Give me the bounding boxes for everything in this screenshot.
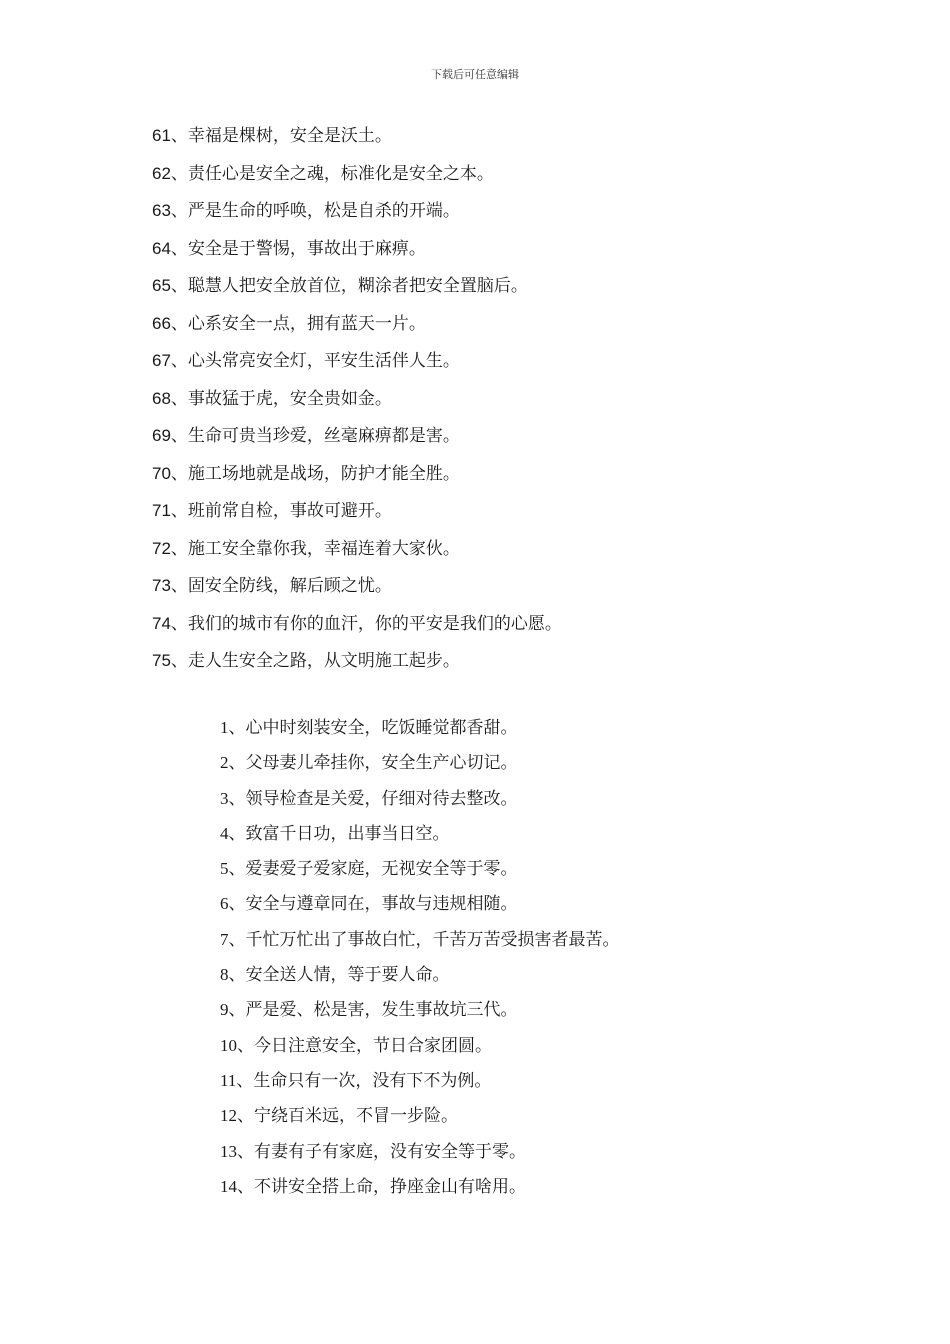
list-item: [152, 460, 562, 498]
item-number: 3: [220, 788, 229, 808]
item-text: 、爱妻爱子爱家庭，无视安全等于零。: [228, 859, 518, 880]
item-text: 、施工场地就是战场，防护才能全胜。: [170, 463, 460, 484]
item-number: 64: [152, 238, 171, 258]
item-number: 69: [152, 426, 171, 445]
item-number: 74: [152, 613, 171, 633]
list-item: [220, 749, 620, 784]
item-number: 9: [220, 1000, 229, 1020]
item-text: 、班前常自检，事故可避开。: [170, 501, 392, 521]
list-item: [220, 926, 620, 961]
item-text: 、严是生命的呼唤，松是自杀的开端。: [170, 201, 460, 221]
list-item: [152, 310, 562, 348]
slogan-list-1: [152, 122, 562, 685]
list-item: [152, 122, 562, 160]
item-number: 67: [152, 351, 171, 370]
item-text: 、施工安全靠你我，幸福连着大家伙。: [170, 538, 460, 559]
item-number: 13: [220, 1141, 237, 1161]
list-item: [152, 197, 562, 235]
item-number: 8: [220, 965, 229, 985]
list-item: [152, 535, 562, 573]
item-text: 、固安全防线，解后顾之忧。: [170, 576, 392, 596]
item-number: 7: [220, 929, 229, 949]
list-item: [220, 1032, 620, 1067]
item-number: 6: [220, 894, 229, 914]
item-number: 75: [152, 651, 171, 670]
item-number: 63: [152, 201, 171, 220]
item-number: 61: [152, 126, 171, 145]
item-text: 、安全是于警惕，事故出于麻痹。: [170, 238, 426, 259]
list-item: [152, 610, 562, 648]
list-item: [220, 855, 620, 890]
item-number: 4: [220, 823, 229, 843]
item-number: 66: [152, 313, 171, 333]
item-text: 、心系安全一点，拥有蓝天一片。: [170, 313, 426, 334]
item-text: 、聪慧人把安全放首位，糊涂者把安全置脑后。: [170, 276, 528, 296]
list-item: [220, 1173, 620, 1208]
list-item: [220, 1067, 620, 1102]
list-item: [220, 996, 620, 1031]
item-text: 、致富千日功，出事当日空。: [228, 823, 450, 844]
item-text: 、严是爱、松是害，发生事故坑三代。: [228, 1000, 518, 1021]
item-text: 、今日注意安全，节日合家团圆。: [237, 1035, 492, 1056]
item-text: 、责任心是安全之魂，标准化是安全之本。: [170, 163, 494, 184]
item-number: 1: [220, 718, 229, 737]
list-item: [220, 785, 620, 820]
list-item: [220, 961, 620, 996]
item-number: 14: [220, 1176, 237, 1196]
item-number: 2: [220, 753, 229, 773]
item-text: 、有妻有子有家庭，没有安全等于零。: [237, 1141, 526, 1162]
list-item: [220, 1102, 620, 1137]
item-number: 70: [152, 463, 171, 483]
item-number: 12: [220, 1106, 237, 1126]
page-header: 下载后可任意编辑: [431, 68, 519, 81]
item-number: 68: [152, 388, 171, 408]
list-item: [152, 572, 562, 610]
list-item: [152, 272, 562, 310]
list-item: [220, 890, 620, 925]
list-item: [220, 1138, 620, 1173]
item-text: 、事故猛于虎，安全贵如金。: [170, 388, 392, 409]
list-item: [152, 385, 562, 423]
item-text: 、领导检查是关爱，仔细对待去整改。: [228, 788, 518, 809]
item-text: 、走人生安全之路，从文明施工起步。: [170, 651, 460, 671]
item-number: 73: [152, 576, 171, 595]
item-number: 65: [152, 276, 171, 295]
list-item: [152, 497, 562, 535]
item-text: 、生命只有一次，没有下不为例。: [236, 1070, 492, 1091]
item-number: 71: [152, 501, 171, 520]
item-number: 5: [220, 859, 229, 879]
item-number: 11: [220, 1070, 237, 1090]
item-text: 、千忙万忙出了事故白忙，千苦万苦受损害者最苦。: [228, 929, 620, 950]
list-item: [152, 422, 562, 460]
list-item: [152, 235, 562, 273]
item-text: 、心中时刻装安全，吃饭睡觉都香甜。: [228, 718, 518, 738]
slogan-list-2: [220, 714, 620, 1208]
list-item: [152, 647, 562, 685]
item-text: 、幸福是棵树，安全是沃土。: [170, 126, 392, 146]
list-item: [152, 347, 562, 385]
list-item: [220, 714, 620, 749]
item-text: 、生命可贵当珍爱，丝毫麻痹都是害。: [170, 426, 460, 446]
list-item: [220, 820, 620, 855]
item-text: 、我们的城市有你的血汗，你的平安是我们的心愿。: [170, 613, 562, 634]
item-number: 72: [152, 538, 171, 558]
item-text: 、安全送人情，等于要人命。: [228, 965, 450, 986]
item-number: 62: [152, 163, 171, 183]
list-item: [152, 160, 562, 198]
item-text: 、宁绕百米远，不冒一步险。: [237, 1106, 458, 1127]
item-text: 、安全与遵章同在，事故与违规相随。: [228, 894, 518, 915]
item-text: 、不讲安全搭上命，挣座金山有啥用。: [237, 1176, 526, 1197]
item-text: 、心头常亮安全灯，平安生活伴人生。: [170, 351, 460, 371]
item-number: 10: [220, 1035, 237, 1055]
item-text: 、父母妻儿牵挂你，安全生产心切记。: [228, 753, 518, 774]
